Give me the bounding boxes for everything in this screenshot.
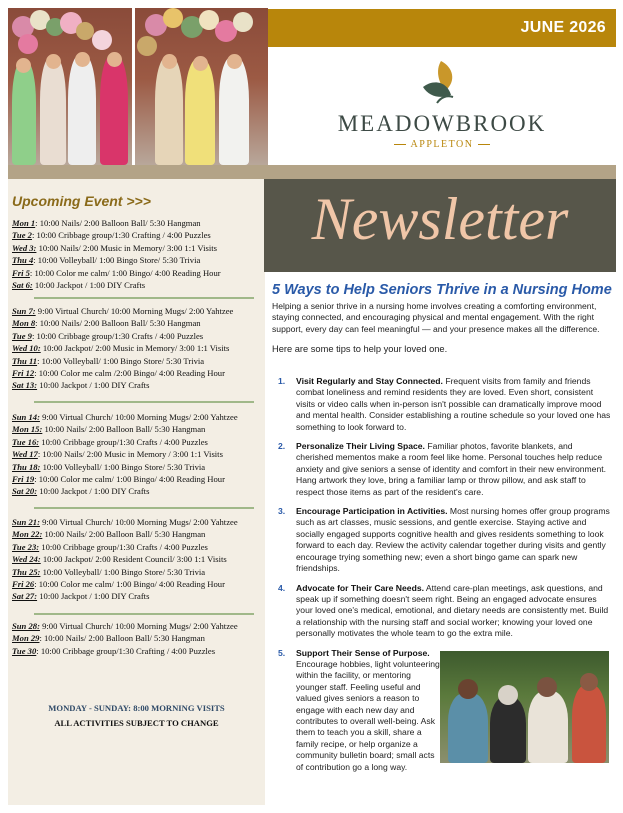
event-row: Sat 13: 10:00 Jackpot / 1:00 DIY Crafts	[12, 380, 150, 391]
tip-number: 1.	[278, 376, 286, 386]
tip-heading: Support Their Sense of Purpose.	[296, 647, 430, 658]
tip-body: Attend care-plan meetings, ask questions, and speak up if something doesn't seem right. Being an engaged advocate ensures your loved one's medical, emotional, and dietary needs are consistently met. Build a relationship with the nursing staff and social worker; knowing your loved one personally motivates the whole team to go the extra mile.	[296, 582, 609, 639]
week-3	[12, 411, 262, 498]
staff-photo-right	[135, 8, 268, 165]
leaf-logo-icon	[419, 57, 463, 109]
event-row: Fri 19: 10:00 Color me calm/ 1:00 Bingo/ 4:00 Reading Hour	[12, 474, 225, 485]
event-row: Wed 17: 10:00 Nails/ 2:00 Music in Memory / 3:00 1:1 Visits	[12, 449, 223, 460]
week-5	[12, 620, 262, 657]
visits-note: MONDAY - SUNDAY: 8:00 MORNING VISITS	[48, 703, 225, 713]
event-row: Tue 30: 10:00 Cribbage group/1:30 Crafting / 4:00 Puzzles	[12, 645, 216, 656]
tip-heading: Advocate for Their Care Needs.	[296, 582, 424, 593]
sidebar-title: Upcoming Event >>>	[12, 193, 151, 209]
week-1	[12, 217, 262, 291]
tip-body: Most nursing homes offer group programs such as art classes, music sessions, and gentle exercise. Staying active and socially engaged supports cognitive health and gives residents something to look forward to each day. Review the activity calendar together during visits and gently encourage trying something new; even a short bingo game can spark new friendships.	[296, 506, 610, 574]
divider-band	[8, 165, 616, 179]
event-row: Mon 1: 10:00 Nails/ 2:00 Balloon Ball/ 5:30 Hangman	[12, 218, 201, 228]
tip-number: 5.	[278, 647, 286, 658]
event-row: Mon 8: 10:00 Nails/ 2:00 Balloon Ball/ 5:30 Hangman	[12, 318, 201, 329]
month-bar	[268, 9, 616, 47]
week-2	[12, 305, 262, 392]
event-row: Mon 15: 10:00 Nails/ 2:00 Balloon Ball/ 5:30 Hangman	[12, 424, 206, 435]
brand-location-text: APPLETON	[410, 139, 474, 150]
tip-item	[272, 648, 440, 773]
seniors-photo	[440, 651, 609, 763]
event-row: Fri 5: 10:00 Color me calm/ 1:00 Bingo/ 4:00 Reading Hour	[12, 267, 221, 278]
week-4	[12, 516, 262, 603]
tip-body: Encourage hobbies, light volunteering within the facility, or mentoring younger staff. Feeling useful and valued gives seniors a reason to engage with each new day and contributes to overall well-being. Ask them to teach you a skill, share a family recipe, or help organize a community bulletin board; small acts of contribution go a long way.	[296, 658, 440, 772]
tip-body: Frequent visits from family and friends combat loneliness and remind residents they are loved. Even short, consistent visits or video calls when in-person isn't possible can dramatically improve mood and mental health. Consider establishing a routine schedule so your loved one has something to look forward to.	[296, 376, 611, 432]
event-row: Thu 4: 10:00 Volleyball/ 1:00 Bingo Store/ 5:30 Trivia	[12, 255, 201, 266]
week-divider	[34, 401, 254, 403]
tip-item	[272, 376, 612, 433]
article-title: 5 Ways to Help Seniors Thrive in a Nursing Home	[272, 282, 612, 298]
staff-photo-left	[8, 8, 132, 165]
newsletter-banner	[264, 179, 616, 272]
brand-location	[268, 139, 616, 150]
event-row: Thu 25: 10:00 Volleyball/ 1:00 Bingo Store/ 5:30 Trivia	[12, 566, 206, 577]
tip-heading: Personalize Their Living Space.	[296, 441, 425, 452]
tips-lead: Here are some tips to help your loved one.	[272, 344, 448, 355]
event-row: Thu 18: 10:00 Volleyball/ 1:00 Bingo Store/ 5:30 Trivia	[12, 461, 206, 472]
change-notice: ALL ACTIVITIES SUBJECT TO CHANGE	[54, 718, 219, 728]
tip-item	[272, 441, 612, 498]
tip-heading: Visit Regularly and Stay Connected.	[296, 376, 443, 386]
event-row: Sun 14: 9:00 Virtual Church/ 10:00 Morning Mugs/ 2:00 Yahtzee	[12, 412, 238, 422]
event-row: Sun 21: 9:00 Virtual Church/ 10:00 Morning Mugs/ 2:00 Yahtzee	[12, 517, 238, 527]
event-row: Sat 6: 10:00 Jackpot / 1:00 DIY Crafts	[12, 280, 146, 291]
event-row: Thu 11: 10:00 Volleyball/ 1:00 Bingo Store/ 5:30 Trivia	[12, 355, 205, 366]
event-row: Fri 26: 10:00 Color me calm/ 1:00 Bingo/ 4:00 Reading Hour	[12, 579, 225, 590]
tip-item	[272, 583, 612, 640]
event-row: Sun 7: 9:00 Virtual Church/ 10:00 Morning Mugs/ 2:00 Yahtzee	[12, 306, 234, 316]
event-row: Wed 10: 10:00 Jackpot/ 2:00 Music in Memory/ 3:00 1:1 Visits	[12, 343, 230, 354]
event-row: Tue 23: 10:00 Cribbage group/1:30 Crafts / 4:00 Puzzles	[12, 541, 208, 552]
event-row: Sun 28: 9:00 Virtual Church/ 10:00 Morning Mugs/ 2:00 Yahtzee	[12, 621, 238, 631]
tip-body: Familiar photos, favorite blankets, and cherished mementos make a room feel like home. Personal touches help reduce anxiety and give seniors a sense of identity and comfort in their new environment. Hang artwork they love, bring a familiar lamp or throw pillow, and ask staff to respect those items as part of the resident's care.	[296, 441, 607, 497]
logo-area	[268, 47, 616, 165]
banner-title: Newsletter	[311, 186, 569, 252]
issue-month: JUNE 2026	[520, 19, 606, 36]
tip-number: 2.	[278, 441, 286, 452]
tip-heading: Encourage Participation in Activities.	[296, 506, 448, 517]
event-row: Mon 22: 10:00 Nails/ 2:00 Balloon Ball/ 5:30 Hangman	[12, 529, 206, 540]
tip-item	[272, 506, 612, 574]
week-divider	[34, 297, 254, 299]
events-sidebar	[8, 179, 265, 805]
week-divider	[34, 613, 254, 615]
brand-name: MEADOWBROOK	[337, 111, 547, 136]
event-row: Tue 9: 10:00 Cribbage group/1:30 Crafts / 4:00 Puzzles	[12, 330, 204, 341]
event-row: Tue 16: 10:00 Cribbage group/1:30 Crafts / 4:00 Puzzles	[12, 436, 208, 447]
event-row: Mon 29: 10:00 Nails/ 2:00 Balloon Ball/ 5:30 Hangman	[12, 633, 205, 644]
article	[272, 282, 612, 772]
event-row: Tue 2: 10:00 Cribbage group/1:30 Crafting / 4:00 Puzzles	[12, 230, 211, 241]
event-row: Wed 24: 10:00 Jackpot/ 2:00 Resident Council/ 3:00 1:1 Visits	[12, 554, 227, 565]
week-divider	[34, 507, 254, 509]
event-row: Sat 27: 10:00 Jackpot / 1:00 DIY Crafts	[12, 591, 150, 602]
tip-number: 4.	[278, 582, 286, 593]
event-row: Sat 20: 10:00 Jackpot / 1:00 DIY Crafts	[12, 486, 150, 497]
event-row: Wed 3: 10:00 Nails/ 2:00 Music in Memory/ 3:00 1:1 Visits	[12, 242, 217, 253]
tip-number: 3.	[278, 506, 286, 517]
event-row: Fri 12: 10:00 Color me calm /2:00 Bingo/ 4:00 Reading Hour	[12, 368, 225, 379]
article-intro: Helping a senior thrive in a nursing home involves creating a comforting environment, staying connected, and encouraging physical and mental engagement. With the right support, every day can feel meaningful — and your presence makes all the difference.	[272, 301, 600, 334]
